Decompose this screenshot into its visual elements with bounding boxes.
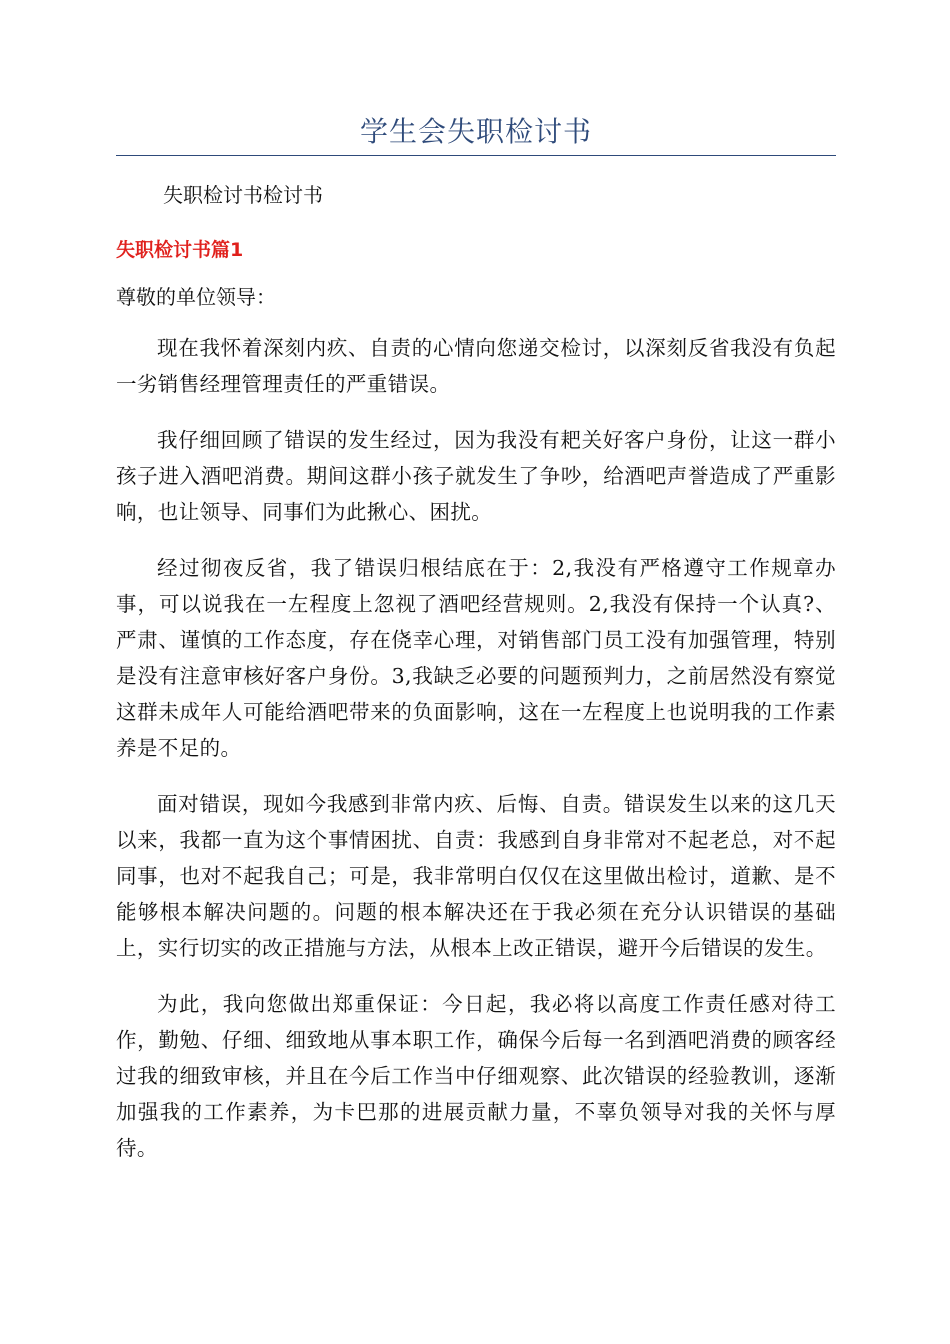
paragraph-5: 为此，我向您做出郑重保证：今日起，我必将以高度工作责任感对待工作，勤勉、仔细、细致地从事本职工作，确保今后每一名到酒吧消费的顾客经过我的细致审核，并且在今后工作当中仔细观察、此次错误的经验教训，逐渐加强我的工作素养，为卡巴那的进展贡献力量，不辜负领导对我的关怀与厚待。 [116,992,836,1160]
salutation: 尊敬的单位领导： [116,285,276,309]
document-subtitle: 失职检讨书检讨书 [163,183,323,207]
paragraph-2: 我仔细回顾了错误的发生经过，因为我没有耙关好客户身份，让这一群小孩子进入酒吧消费。期间这群小孩子就发生了争吵，给酒吧声誉造成了严重影响，也让领导、同事们为此揪心、困扰。 [116,428,836,524]
title-underline [116,155,836,156]
section-heading: 失职检讨书篇1 [116,239,244,261]
paragraph-4: 面对错误，现如今我感到非常内疚、后悔、自责。错误发生以来的这几天以来，我都一直为这个事情困扰、自责：我感到自身非常对不起老总，对不起同事，也对不起我自己；可是，我非常明白仅仅在这里做出检讨，道歉、是不能够根本解决问题的。问题的根本解决还在于我必须在充分认识错误的基础上，实行切实的改正措施与方法，从根本上改正错误，避开今后错误的发生。 [116,792,836,960]
document-title: 学生会失职检讨书 [359,115,592,148]
paragraph-3: 经过彻夜反省，我了错误归根结底在于：2,我没有严格遵守工作规章办事，可以说我在一左程度上忽视了酒吧经营规则。2,我没有保持一个认真?、严肃、谨慎的工作态度，存在侥幸心理，对销售部门员工没有加强管理，特别是没有注意审核好客户身份。3,我缺乏必要的问题预判力，之前居然没有察觉这群未成年人可能给酒吧带来的负面影响，这在一左程度上也说明我的工作素养是不足的。 [116,556,836,760]
paragraph-1: 现在我怀着深刻内疚、自责的心情向您递交检讨，以深刻反省我没有负起一劣销售经理管理责任的严重错误。 [116,336,836,396]
document-body [116,330,836,1186]
